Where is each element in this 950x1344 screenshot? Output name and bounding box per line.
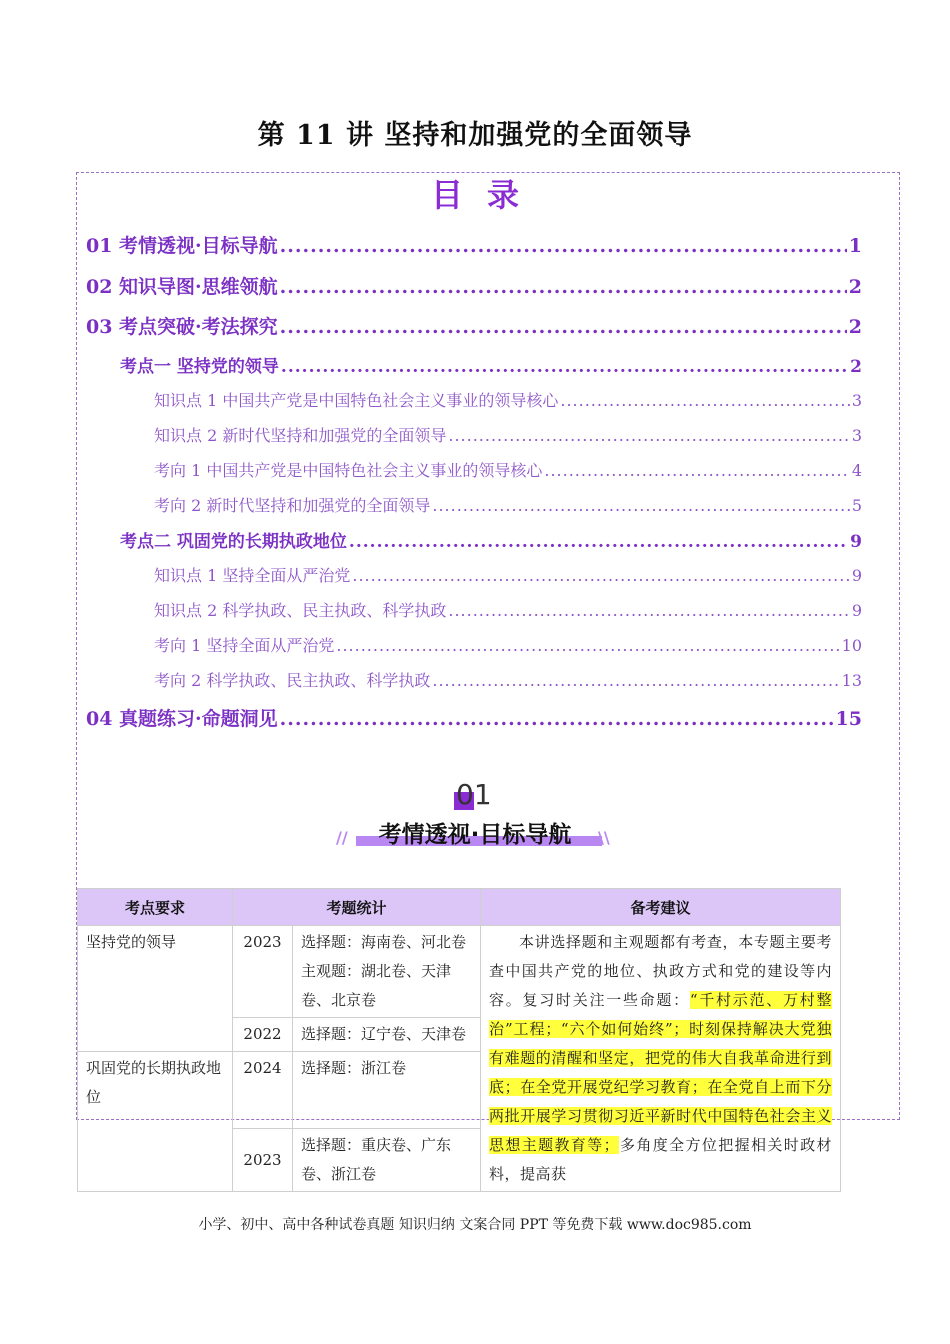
advice-cell	[481, 926, 841, 1192]
stats-cell: 选择题：重庆卷、广东卷、浙江卷	[293, 1129, 481, 1192]
toc-entry[interactable]: 考向 1 中国共产党是中国特色社会主义事业的领导核心 ..... 4	[154, 458, 862, 481]
table-header: 考点要求	[78, 889, 233, 926]
toc-entry[interactable]: 02 知识导图·思维领航 ..... 2	[86, 272, 862, 299]
table-header-row	[78, 889, 841, 926]
toc-heading: 目录	[430, 176, 543, 214]
section-badge	[330, 778, 620, 856]
topic-cell: 坚持党的领导	[78, 926, 233, 1052]
advice-text-tail: 多角度全方位把握相关时政材料，提高获	[489, 1136, 832, 1183]
slash-decoration-right: \\	[598, 828, 610, 847]
topic-cell: 巩固党的长期执政地位	[78, 1052, 233, 1192]
table-header: 备考建议	[481, 889, 841, 926]
toc-entry[interactable]: 考向 1 坚持全面从严治党 ..... 10	[154, 633, 862, 656]
stats-cell: 选择题：辽宁卷、天津卷	[293, 1018, 481, 1052]
year-cell: 2023	[233, 926, 293, 1018]
toc-entry[interactable]: 04 真题练习·命题洞见 ..... 15	[86, 704, 862, 731]
year-cell: 2022	[233, 1018, 293, 1052]
stats-cell: 选择题：浙江卷	[293, 1052, 481, 1129]
exam-overview-table	[77, 888, 841, 1192]
toc-entry[interactable]: 知识点 1 中国共产党是中国特色社会主义事业的领导核心 ..... 3	[154, 388, 862, 411]
year-cell: 2023	[233, 1129, 293, 1192]
stats-cell: 选择题：海南卷、河北卷 主观题：湖北卷、天津卷、北京卷	[293, 926, 481, 1018]
toc-entry[interactable]: 知识点 2 新时代坚持和加强党的全面领导 ..... 3	[154, 423, 862, 446]
page-footer: 小学、初中、高中各种试卷真题 知识归纳 文案合同 PPT 等免费下载 www.doc985.com	[198, 1217, 752, 1233]
section-number: 01	[456, 778, 492, 811]
toc-entry[interactable]: 考点一 坚持党的领导 ..... 2	[120, 352, 862, 377]
year-cell: 2024	[233, 1052, 293, 1129]
advice-text: 本讲选择题和主观题都有考查，本专题主要考查中国共产党的地位、执政方式和党的建设等内容。复习时关注一些命题：	[489, 933, 833, 1009]
advice-highlight: “千村示范、万村整治”工程；“六个如何始终”；时刻保持解决大党独有难题的清醒和坚定，把党的伟大自我革命进行到底；在全党开展党纪学习教育；在全党自上而下分两批开展学习贯彻习近平新时代中国特色社会主义思想主题教育等；	[489, 991, 833, 1154]
toc-entry[interactable]: 03 考点突破·考法探究 ..... 2	[86, 312, 862, 339]
toc-entry[interactable]: 考点二 巩固党的长期执政地位 ..... 9	[120, 527, 862, 552]
toc-entry[interactable]: 知识点 2 科学执政、民主执政、科学执政 ..... 9	[154, 598, 862, 621]
table-row	[78, 926, 841, 1018]
section-label: 考情透视·目标导航	[378, 822, 572, 848]
page-title: 第 11 讲 坚持和加强党的全面领导	[257, 120, 693, 151]
table-header: 考题统计	[233, 889, 481, 926]
toc-entry[interactable]: 01 考情透视·目标导航 ..... 1	[86, 231, 862, 258]
toc-entry[interactable]: 考向 2 新时代坚持和加强党的全面领导 ..... 5	[154, 493, 862, 516]
slash-decoration-left: //	[336, 828, 348, 847]
toc-entry[interactable]: 知识点 1 坚持全面从严治党 ..... 9	[154, 563, 862, 586]
toc-entry[interactable]: 考向 2 科学执政、民主执政、科学执政 ..... 13	[154, 668, 862, 691]
